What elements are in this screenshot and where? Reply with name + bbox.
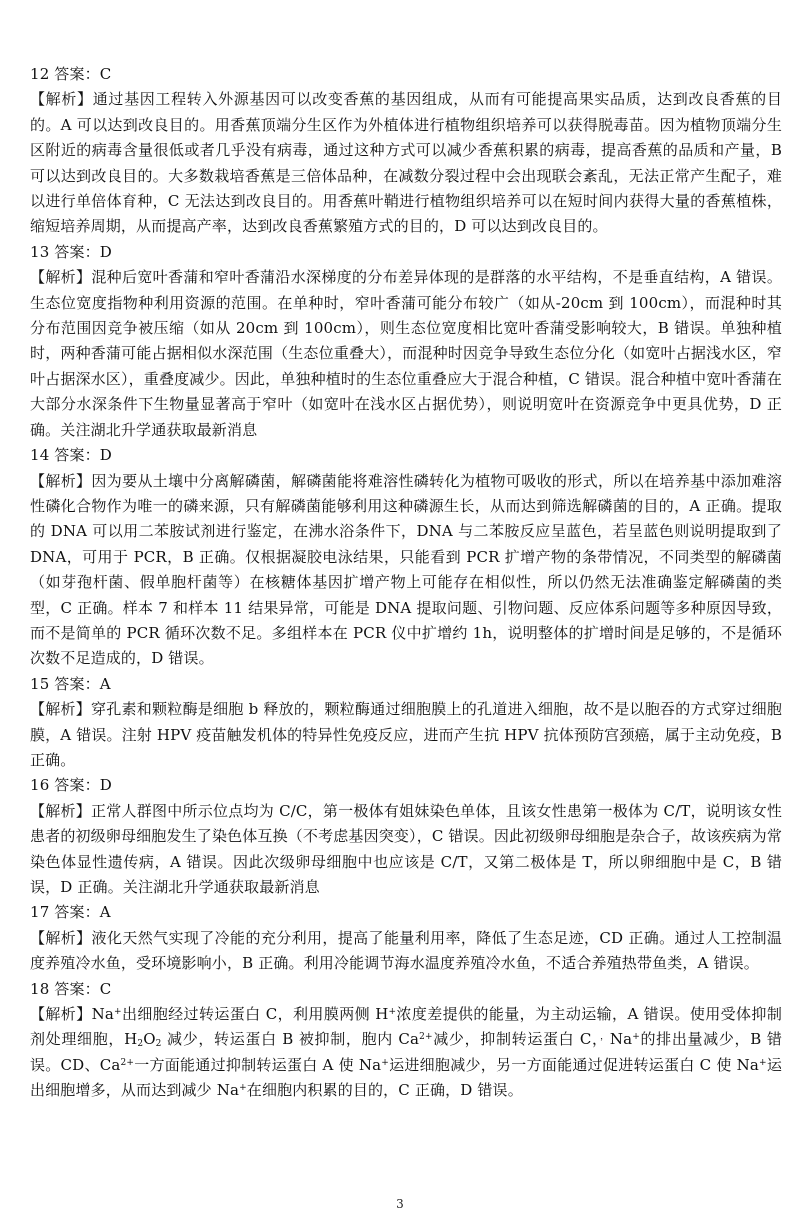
explanation-text: 【解析】因为要从土壤中分离解磷菌，解磷菌能将难溶性磷转化为植物可吸收的形式，所以在培养基中添加难溶性磷化合物作为唯一的磷来源，只有解磷菌能够利用这种磷源生长，从而达到筛选解磷菌的目的，A 正确。提取的 DNA 可以用二苯胺试剂进行鉴定，在沸水浴条件下，DNA 与二苯胺反应呈蓝色，若呈蓝色则说明提取到了 DNA，可用于 PCR，B 正确。仅根据凝胶电泳结果，只能看到 PCR 扩增产物的条带情况，不同类型的解磷菌（如芽孢杆菌、假单胞杆菌等）在核糖体基因扩增产物上可能存在相似性，所以仍然无法准确鉴定解磷菌的类型，C 正确。样本 7 和样本 11 结果异常，可能是 DNA 提取问题、引物问题、反应体系问题等多种原因导致，而不是简单的 PCR 循环次数不足。多组样本在 PCR 仪中扩增约 1h，说明整体的扩增时间是足够的，不是循环次数不足造成的，D 错误。 (30, 471, 782, 668)
text-run: Na (609, 1030, 633, 1049)
text-run: 减少，转运蛋白 B 被抑制，胞内 Ca (161, 1030, 420, 1049)
superscript: 2+ (120, 1057, 135, 1068)
explanation-text (30, 1002, 782, 1104)
text-run: 【解析】Na (30, 1005, 114, 1024)
text-run: 在细胞内积累的目的，C 正确，D 错误。 (246, 1081, 523, 1100)
question-14 (30, 443, 782, 672)
question-12 (30, 62, 782, 240)
answer-label: 12 答案：C (30, 65, 112, 83)
answer-explanations (30, 62, 782, 1104)
superscript: + (239, 1083, 247, 1094)
answer-label: 14 答案：D (30, 446, 112, 465)
answer-label: 18 答案：C (30, 979, 112, 998)
explanation-text: 【解析】穿孔素和颗粒酶是细胞 b 释放的，颗粒酶通过细胞膜上的孔道进入细胞，故不是以胞吞的方式穿过细胞膜，A 错误。注射 HPV 疫苗触发机体的特异性免疫反应，进而产生抗 HPV 抗体预防宫颈癌，属于主动免疫，B 正确。 (30, 700, 782, 769)
explanation-text: 【解析】通过基因工程转入外源基因可以改变香蕉的基因组成，从而有可能提高果实品质，达到改良香蕉的目的。A 可以达到改良目的。用香蕉顶端分生区作为外植体进行植物组织培养可以获得脱毒苗。因为植物顶端分生区附近的病毒含量很低或者几乎没有病毒，通过这种方式可以减少香蕉积累的病毒，提高香蕉的品质和产量，B 可以达到改良目的。大多数栽培香蕉是三倍体品种，在减数分裂过程中会出现联会紊乱，无法正常产生配子，难以进行单倍体育种，C 无法达到改良目的。用香蕉叶鞘进行植物组织培养可以在短时间内获得大量的香蕉植株，缩短培养周期，从而提高产率，达到改良香蕉繁殖方式的目的，D 可以达到改良目的。 (30, 90, 782, 236)
text-run: 运出细胞增多，从而达到减少 Na (30, 1055, 782, 1100)
superscript: + (632, 1032, 640, 1043)
explanation-text: 【解析】液化天然气实现了冷能的充分利用，提高了能量利用率，降低了生态足迹，CD 正确。通过人工控制温度养殖冷水鱼，受环境影响小，B 正确。利用冷能调节海水温度养殖冷水鱼，不适合养殖热带鱼类，A 错误。 (30, 928, 782, 973)
superscript: ， (600, 1032, 610, 1043)
question-13 (30, 240, 782, 443)
superscript: 2+ (419, 1032, 433, 1043)
text-run: O (143, 1030, 156, 1049)
text-run: 出细胞经过转运蛋白 C，利用膜两侧 H (121, 1005, 389, 1024)
subscript: 2 (155, 1039, 162, 1050)
superscript: + (113, 1007, 122, 1018)
text-run: 的排出量减少，B 错误。CD、Ca (30, 1030, 782, 1074)
text-run: 浓度差提供的能量，为主动运输，A 错误。使用受体抑制剂处理细胞，H (30, 1005, 782, 1049)
question-16 (30, 773, 782, 900)
answer-label: 13 答案：D (30, 242, 112, 261)
answer-label: 15 答案：A (30, 674, 111, 693)
explanation-text: 【解析】正常人群图中所示位点均为 C/C，第一极体有姐妹染色单体，且该女性患第一极体为 C/T，说明该女性患者的初级卵母细胞发生了染色体互换（不考虑基因突变），C 错误。因此初级卵母细胞是杂合子，故该疾病为常染色体显性遗传病，A 错误。因此次级卵母细胞中也应该是 C/T，又第二极体是 T，所以卵细胞中是 C，B 错误，D 正确。关注湖北升学通获取最新消息 (30, 801, 782, 896)
question-18 (30, 977, 782, 1104)
text-run: 运进细胞减少，另一方面能通过促进转运蛋白 C 使 Na (388, 1055, 760, 1074)
text-run: 减少，抑制转运蛋白 C， (432, 1030, 601, 1049)
superscript: + (388, 1007, 397, 1018)
superscript: + (381, 1057, 389, 1068)
answer-label: 17 答案：A (30, 903, 111, 922)
question-17 (30, 900, 782, 976)
text-run: 一方面能通过抑制转运蛋白 A 使 Na (134, 1055, 382, 1074)
page-number: 3 (396, 1197, 404, 1211)
subscript: 2 (137, 1039, 144, 1050)
question-15 (30, 672, 782, 774)
answer-label: 16 答案：D (30, 776, 112, 795)
explanation-text: 【解析】混种后宽叶香蒲和窄叶香蒲沿水深梯度的分布差异体现的是群落的水平结构，不是垂直结构，A 错误。生态位宽度指物种利用资源的范围。在单种时，窄叶香蒲可能分布较广（如从-20cm 到 100cm），而混种时其分布范围因竞争被压缩（如从 20cm 到 100cm），则生态位宽度相比宽叶香蒲受影响较大，B 错误。单独种植时，两种香蒲可能占据相似水深范围（生态位重叠大），而混种时因竞争导致生态位分化（如宽叶占据浅水区，窄叶占据深水区），重叠度减少。因此，单独种植时的生态位重叠应大于混合种植，C 错误。混合种植中宽叶香蒲在大部分水深条件下生物量显著高于窄叶（如宽叶在浅水区占据优势），则说明宽叶在资源竞争中更具优势，D 正确。关注湖北升学通获取最新消息 (30, 268, 782, 439)
superscript: + (759, 1057, 767, 1068)
